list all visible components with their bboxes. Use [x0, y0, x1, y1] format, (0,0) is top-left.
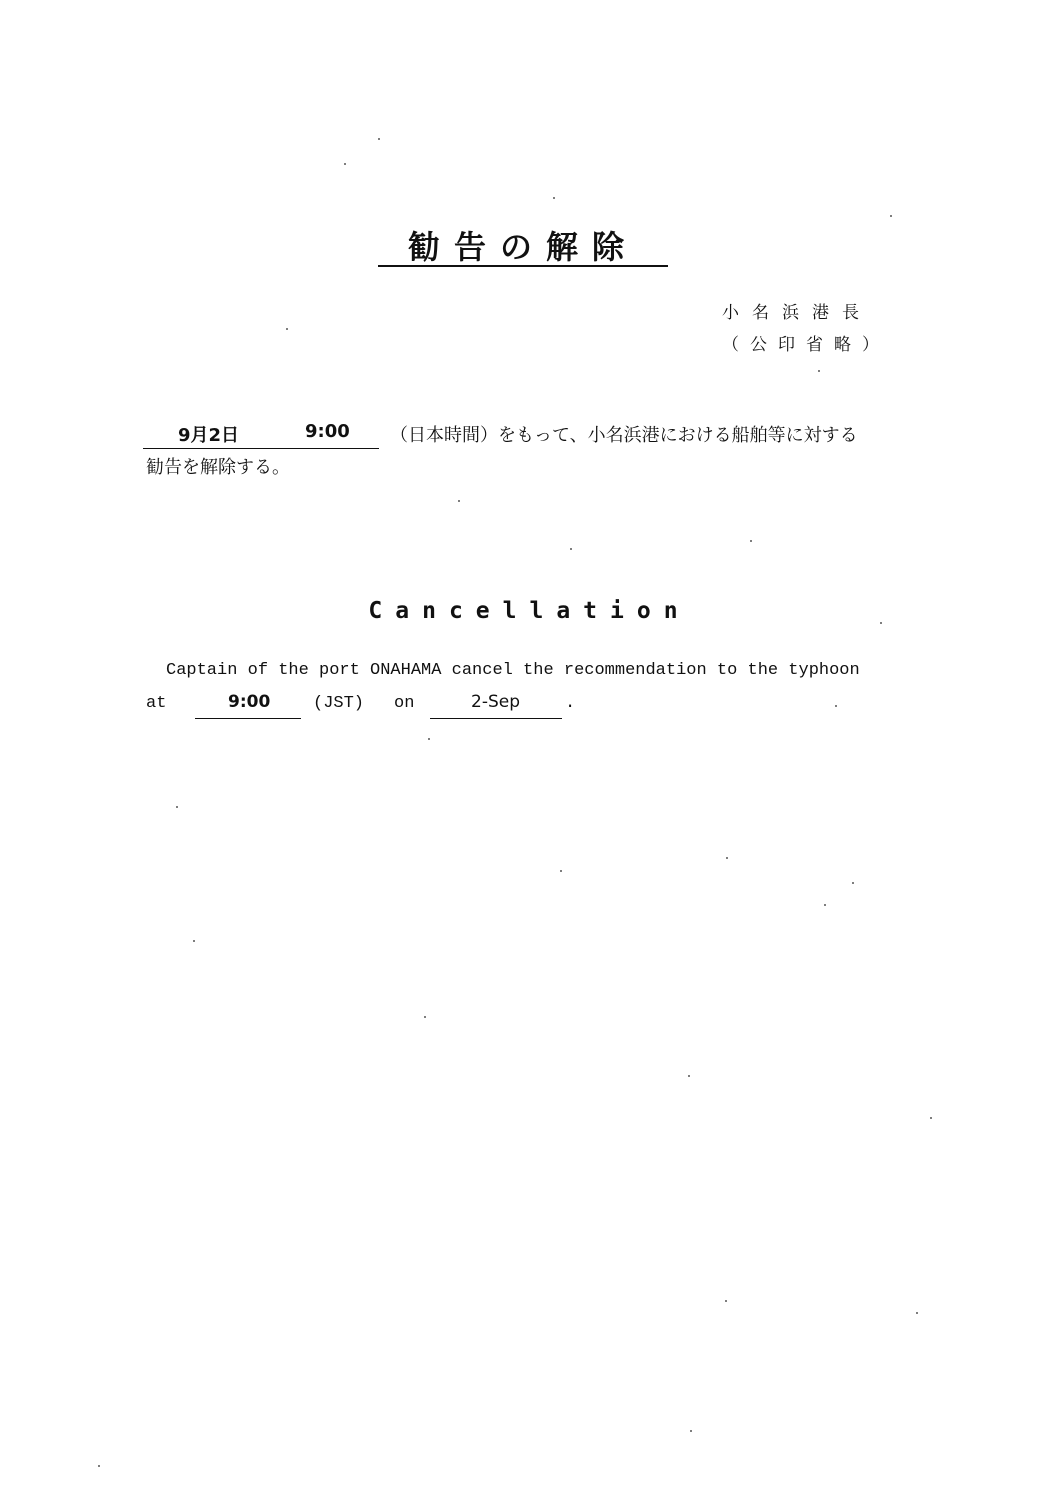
- en-body-line1: Captain of the port ONAHAMA cancel the recommendation to the typhoon: [166, 661, 860, 680]
- en-at-label: at: [146, 694, 167, 713]
- en-period: .: [565, 694, 576, 713]
- en-jst-label: (JST): [313, 694, 365, 713]
- ja-body-line1: （日本時間）をもって、小名浜港における船舶等に対する: [390, 425, 858, 446]
- title-underline: [378, 265, 668, 267]
- ja-fill-underline: [143, 448, 379, 449]
- en-time-underline: [195, 718, 301, 719]
- ja-time-field: 9:00: [305, 421, 350, 442]
- en-date-field: 2-Sep: [471, 692, 520, 712]
- en-date-underline: [430, 718, 562, 719]
- en-time-field: 9:00: [228, 692, 271, 712]
- seal-note: （公印省略）: [722, 335, 890, 355]
- english-title: Cancellation: [368, 598, 691, 624]
- document-title: 勧告の解除: [407, 228, 638, 266]
- issuer: 小名浜港長: [722, 303, 872, 323]
- ja-body-line2: 勧告を解除する。: [146, 457, 290, 478]
- en-on-label: on: [394, 694, 415, 713]
- ja-date-field: 9月2日: [178, 425, 240, 446]
